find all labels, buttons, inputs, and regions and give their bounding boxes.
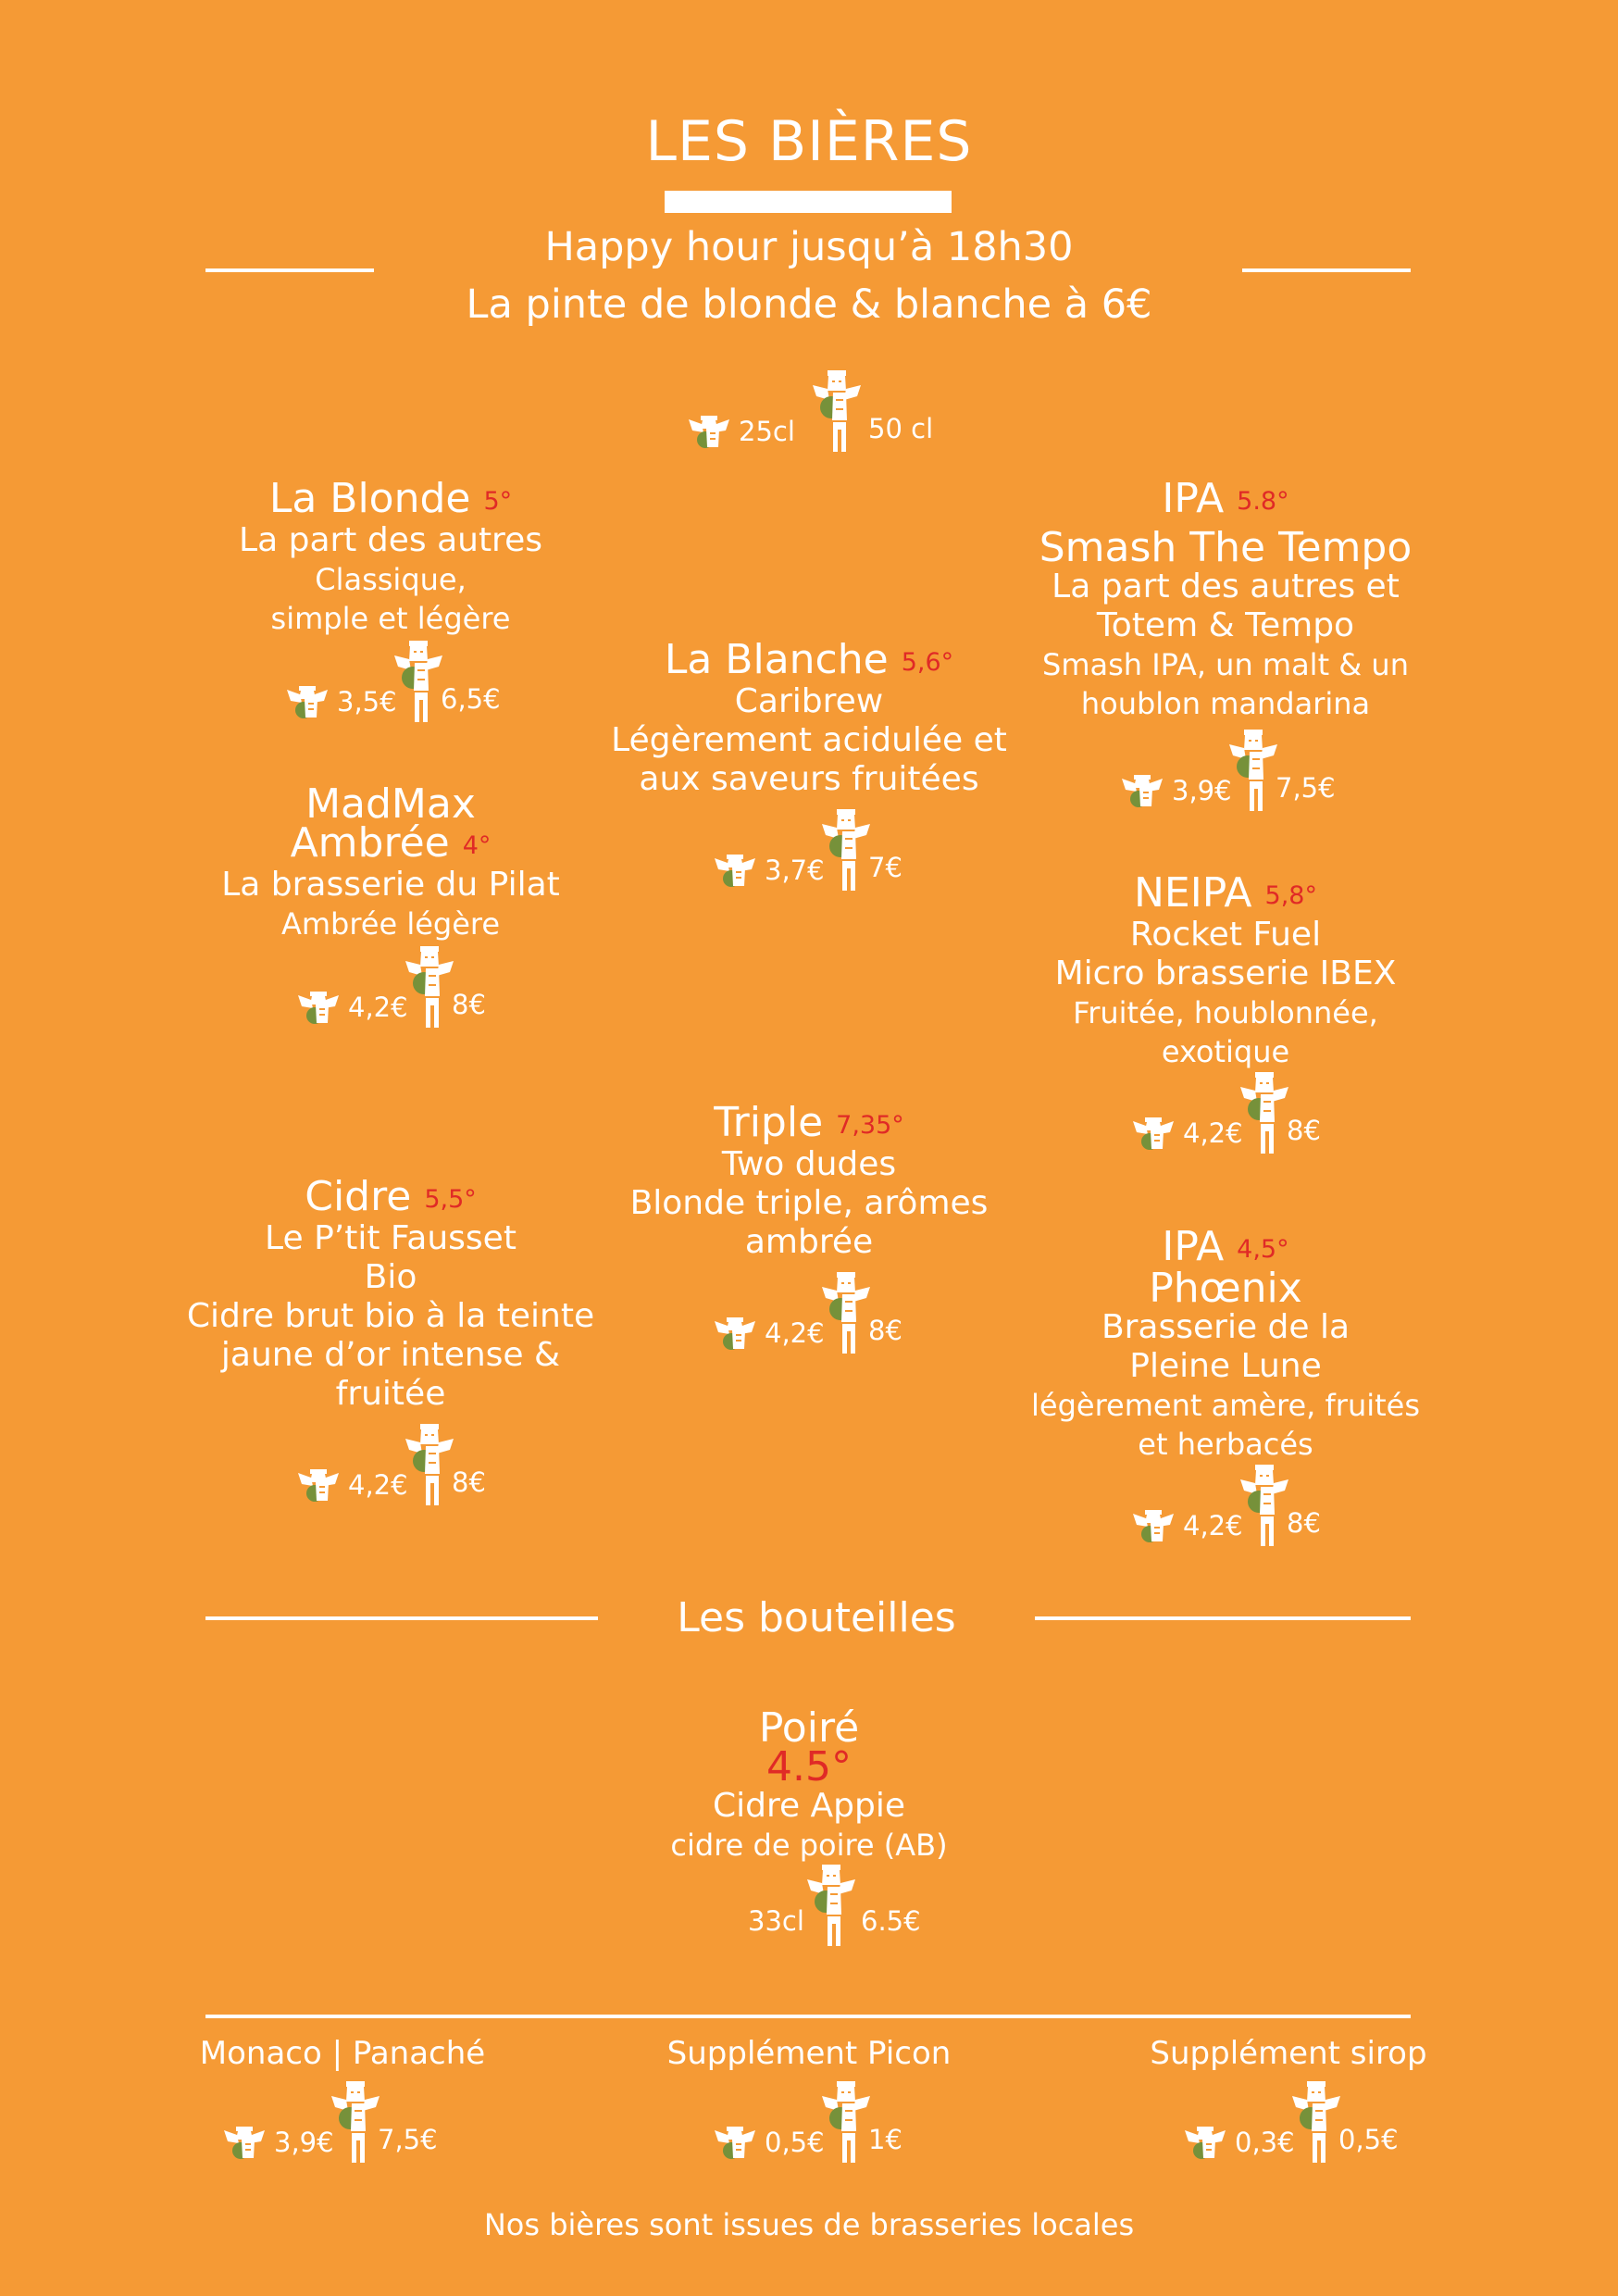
price-large: 8€ <box>452 1466 486 1498</box>
beer-desc: Légèrement acidulée et <box>611 721 1007 759</box>
price-small: 4,2€ <box>765 1317 825 1349</box>
price-small: 3,5€ <box>337 686 397 718</box>
beer-desc: ambrée <box>744 1223 874 1261</box>
beer-brewery: Pleine Lune <box>1129 1347 1322 1385</box>
happy-hour-line: Happy hour jusqu’à 18h30 <box>544 224 1074 270</box>
totem-pint-icon <box>820 807 872 892</box>
prices-ipa-smash-the-tempo <box>1120 728 1361 813</box>
prices-la-blanche <box>713 807 953 892</box>
prices-madmax <box>296 944 537 1029</box>
size-legend <box>687 368 965 454</box>
beer-degree: 5.8° <box>1237 487 1289 516</box>
price-large: 0,5€ <box>1338 2124 1399 2155</box>
beer-name: La Blonde <box>268 475 471 522</box>
beer-name: NEIPA <box>1134 869 1252 917</box>
price-small: 4,2€ <box>348 1469 408 1501</box>
beer-name: IPA <box>1162 475 1225 522</box>
beer-name: Ambrée <box>290 819 450 867</box>
extra-supplement-sirop: Supplément sirop <box>1150 2035 1427 2072</box>
price-small: 4,2€ <box>1183 1117 1243 1149</box>
divider-extras <box>205 2015 1411 2018</box>
totem-small-glass-icon <box>687 413 731 450</box>
price-large: 8€ <box>452 989 486 1020</box>
totem-pint-icon <box>404 944 455 1029</box>
beer-brewery: Bio <box>364 1258 417 1296</box>
beer-name: Triple <box>714 1099 824 1146</box>
beer-name: La Blanche <box>664 636 889 683</box>
totem-pint-icon <box>820 1270 872 1355</box>
section-title-bouteilles: Les bouteilles <box>677 1594 956 1641</box>
beer-desc: Classique, <box>315 562 467 597</box>
beer-brewery: Le P’tit Fausset <box>265 1219 517 1257</box>
beer-brewery: Caribrew <box>734 682 884 720</box>
price-large: 8€ <box>1287 1507 1321 1539</box>
totem-small-glass-icon <box>1183 2124 1227 2161</box>
prices-neipa <box>1131 1070 1372 1155</box>
beer-brewery: Two dudes <box>721 1145 897 1183</box>
beer-brewery: Micro brasserie IBEX <box>1054 955 1397 992</box>
beer-desc: simple et légère <box>270 601 511 636</box>
totem-pint-icon <box>805 1863 857 1948</box>
price-small: 0,3€ <box>1235 2127 1295 2158</box>
page-title: LES BIÈRES <box>645 109 973 174</box>
beer-brewery: Rocket Fuel <box>1129 916 1322 954</box>
beer-degree: 5,6° <box>901 648 954 677</box>
totem-pint-icon <box>392 639 444 724</box>
price-small: 3,9€ <box>274 2127 334 2158</box>
beer-brewery: La part des autres et <box>1052 568 1400 605</box>
totem-small-glass-icon <box>296 1466 341 1504</box>
price-large: 8€ <box>1287 1115 1321 1146</box>
beer-name: IPA <box>1162 1223 1225 1270</box>
beer-brewery: Brasserie de la <box>1101 1308 1350 1346</box>
beer-desc: aux saveurs fruitées <box>639 760 979 798</box>
prices-la-blonde <box>285 639 526 724</box>
bottle-degree: 4.5° <box>766 1743 852 1791</box>
divider-right <box>1035 1616 1411 1620</box>
beer-la-blanche <box>578 636 1040 799</box>
price-small: 3,9€ <box>1172 775 1232 806</box>
legend-small: 25cl <box>739 416 795 447</box>
totem-small-glass-icon <box>1120 772 1164 809</box>
bottle-name: Poiré <box>758 1704 860 1752</box>
beer-la-blonde <box>159 475 622 638</box>
price-large: 7€ <box>868 852 902 883</box>
prices-triple <box>713 1270 953 1355</box>
price-large: 1€ <box>868 2124 902 2155</box>
totem-pint-icon <box>330 2079 381 2165</box>
bottle-price: 6.5€ <box>861 1905 921 1937</box>
beer-desc: jaune d’or intense & <box>220 1336 561 1374</box>
prices-poire <box>748 1863 952 1948</box>
totem-small-glass-icon <box>222 2124 267 2161</box>
footer-note: Nos bières sont issues de brasseries locales <box>483 2207 1135 2242</box>
divider-left <box>205 1616 598 1620</box>
bottle-brewery: Cidre Appie <box>712 1787 906 1825</box>
beer-desc: Fruitée, houblonnée, <box>1073 995 1378 1030</box>
beer-desc: et herbacés <box>1138 1427 1313 1462</box>
prices-supplement-picon <box>713 2079 953 2165</box>
beer-ipa-smash-the-tempo <box>994 475 1457 723</box>
beer-desc: Cidre brut bio à la teinte <box>186 1297 595 1335</box>
beer-brewery: La part des autres <box>239 521 542 559</box>
beer-desc: Ambrée légère <box>280 906 501 942</box>
beer-ipa-phoenix <box>994 1223 1457 1464</box>
beer-desc: légèrement amère, fruités <box>1030 1388 1421 1423</box>
price-small: 4,2€ <box>348 992 408 1023</box>
totem-small-glass-icon <box>1131 1507 1176 1544</box>
bottle-desc: cidre de poire (AB) <box>670 1828 948 1863</box>
totem-small-glass-icon <box>713 2124 757 2161</box>
beer-cidre <box>159 1173 622 1414</box>
totem-small-glass-icon <box>296 989 341 1026</box>
beer-neipa <box>994 869 1457 1071</box>
prices-monaco-panache <box>222 2079 463 2165</box>
price-large: 7,5€ <box>1276 772 1336 804</box>
totem-pint-icon <box>1238 1070 1290 1155</box>
beer-degree: 7,35° <box>836 1111 904 1140</box>
beer-degree: 4° <box>462 831 492 860</box>
totem-pint-icon <box>820 2079 872 2165</box>
beer-desc: fruitée <box>335 1375 446 1413</box>
offer-line: La pinte de blonde & blanche à 6€ <box>466 281 1152 328</box>
beer-degree: 5,5° <box>424 1185 477 1214</box>
beer-desc: houblon mandarina <box>1080 686 1371 721</box>
totem-pint-icon <box>1227 728 1279 813</box>
totem-small-glass-icon <box>1131 1115 1176 1152</box>
beer-desc: exotique <box>1161 1034 1290 1069</box>
beer-desc: Smash IPA, un malt & un <box>1042 647 1409 682</box>
price-small: 0,5€ <box>765 2127 825 2158</box>
price-large: 8€ <box>868 1315 902 1346</box>
bottle-volume: 33cl <box>748 1905 804 1937</box>
beer-name: Phœnix <box>1149 1265 1302 1312</box>
legend-large: 50 cl <box>868 413 934 444</box>
totem-small-glass-icon <box>285 683 330 720</box>
price-large: 6,5€ <box>441 683 501 715</box>
totem-pint-icon <box>811 368 863 454</box>
beer-name: MadMax <box>305 780 476 828</box>
beer-triple <box>578 1099 1040 1262</box>
beer-brewery: La brasserie du Pilat <box>221 866 560 904</box>
beer-madmax <box>159 780 622 943</box>
totem-small-glass-icon <box>713 852 757 889</box>
beer-degree: 5,8° <box>1264 881 1317 910</box>
title-underline <box>665 191 952 213</box>
bottle-poire <box>578 1704 1040 1865</box>
beer-name: Cidre <box>305 1173 412 1220</box>
totem-small-glass-icon <box>713 1315 757 1352</box>
prices-cidre <box>296 1422 537 1507</box>
totem-pint-icon <box>1238 1463 1290 1548</box>
extra-monaco-panache: Monaco | Panaché <box>199 2035 486 2072</box>
price-small: 3,7€ <box>765 855 825 886</box>
totem-pint-icon <box>404 1422 455 1507</box>
beer-desc: Blonde triple, arômes <box>629 1184 989 1222</box>
totem-pint-icon <box>1290 2079 1342 2165</box>
price-large: 7,5€ <box>378 2124 438 2155</box>
price-small: 4,2€ <box>1183 1510 1243 1541</box>
prices-supplement-sirop <box>1183 2079 1424 2165</box>
extra-supplement-picon: Supplément Picon <box>666 2035 952 2072</box>
prices-ipa-phoenix <box>1131 1463 1372 1548</box>
beer-name: Smash The Tempo <box>1039 524 1413 571</box>
beer-brewery: Totem & Tempo <box>1096 606 1355 644</box>
beer-degree: 5° <box>483 487 513 516</box>
beer-degree: 4,5° <box>1237 1235 1289 1264</box>
